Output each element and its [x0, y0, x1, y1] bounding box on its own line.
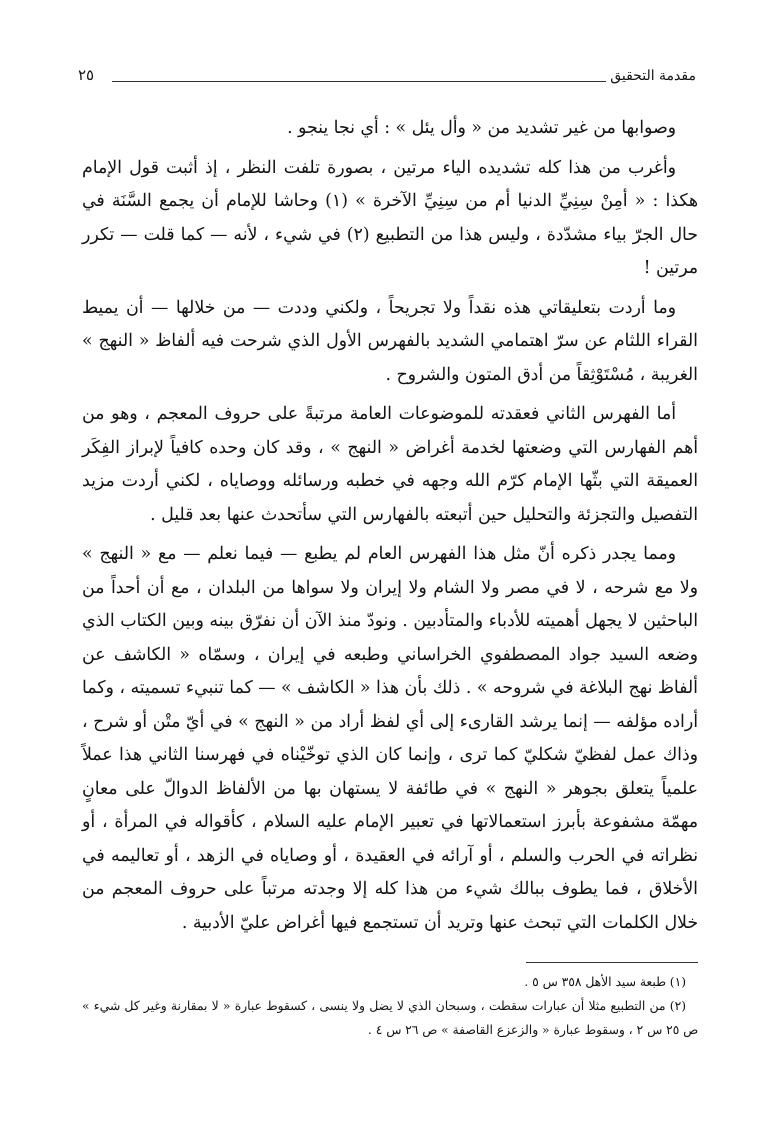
- page-number: ٢٥: [78, 66, 95, 84]
- footnote-rule: [526, 962, 698, 963]
- footnotes: [82, 970, 698, 1042]
- paragraph: ومما يجدر ذكره أنّ مثل هذا الفهرس العام لم يطبع — فيما نعلم — مع « النهج » ولا مع شرحه ، لا في مصر ولا الشام ولا إيران ولا سواها من البلدان ، مع أن أحداً من الباحثين لا يجهل أهميته للأدباء والمتأدبين . ونودّ منذ الآن أن نفرّق بينه وبين الكتاب الذي وضعه السيد جواد المصطفوي الخراساني وطبعه في إيران ، وسمّاه « الكاشف عن ألفاظ نهج البلاغة في شروحه » . ذلك بأن هذا « الكاشف » — كما تنبيء تسميته ، وكما أراده مؤلفه — إنما يرشد القارىء إلى أي لفظ أراد من « النهج » في أيّ متْن أو شرح ، وذاك عمل لفظيّ شكليّ كما ترى ، وإنما كان الذي توخّيْناه في فهرسنا الثاني هذا عملاً علمياً يتعلق بجوهر « النهج » في طائفة لا يستهان بها من الألفاظ الدوالّ على معانٍ مهمّة مشفوعة بأبرز استعمالاتها في تعبير الإمام عليه السلام ، كأقواله في المرأة ، أو نظراته في الحرب والسلم ، أو آرائه في العقيدة ، أو وصاياه في الزهد ، أو تعاليمه في الأخلاق ، فما يطوف ببالك شيء من هذا كله إلا وجدته مرتباً على حروف المعجم من خلال الكلمات التي تبحث عنها وتريد أن تستجمع فيها أغراض عليّ الأدبية .: [82, 544, 698, 933]
- paragraph: أما الفهرس الثاني فعقدته للموضوعات العامة مرتبةً على حروف المعجم ، وهو من أهم الفهارس التي وضعتها لخدمة أغراض « النهج » ، وقد كان وحده كافياً لإبراز الفِكَر العميقة التي بثّها الإمام كرّم الله وجهه في خطبه ورسائله ووصاياه ، لكني أردت مزيد التفصيل والتجزئة والتحليل حين أتبعته بالفهارس التي سأتحدث عنها بعد قليل .: [82, 404, 698, 525]
- main-text: [82, 112, 698, 940]
- running-title: مقدمة التحقيق: [610, 68, 696, 84]
- paragraph: وأغرب من هذا كله تشديده الياء مرتين ، بصورة تلفت النظر ، إذ أثبت قول الإمام هكذا : « أمِنْ سِنِيِّ الدنيا أم من سِنِيِّ الآخرة » (١) وحاشا للإمام أن يجمع السَّنَة في حال الجرّ بياء مشدّدة ، وليس هذا من التطبيع (٢) في شيء ، لأنه — كما قلت — تكرر مرتين !: [82, 157, 699, 278]
- paragraph: وما أردت بتعليقاتي هذه نقداً ولا تجريحاً ، ولكني وددت — من خلالها — أن يميط القراء اللثام عن سرّ اهتمامي الشديد بالفهرس الأول الذي شرحت فيه ألفاظ « النهج » الغريبة ، مُسْتَوْثِقاً من أدق المتون والشروح .: [82, 297, 698, 385]
- header-rule: [112, 81, 606, 82]
- page-header: [78, 68, 696, 94]
- paragraph: وصوابها من غير تشديد من « وأل يئل » : أي نجا ينجو .: [287, 118, 676, 138]
- footnote: (٢) من التطبيع مثلا أن عبارات سقطت ، وسبحان الذي لا يضل ولا ينسى ، كسقوط عبارة « لا بمقارنة وغير كل شيء » ص ٢٥ س ٢ ، وسقوط عبارة « والزعزع القاصفة » ص ٢٦ س ٤ .: [82, 999, 698, 1037]
- footnote: (١) طبعة سيد الأهل ٣٥٨ س ٥ .: [524, 975, 686, 989]
